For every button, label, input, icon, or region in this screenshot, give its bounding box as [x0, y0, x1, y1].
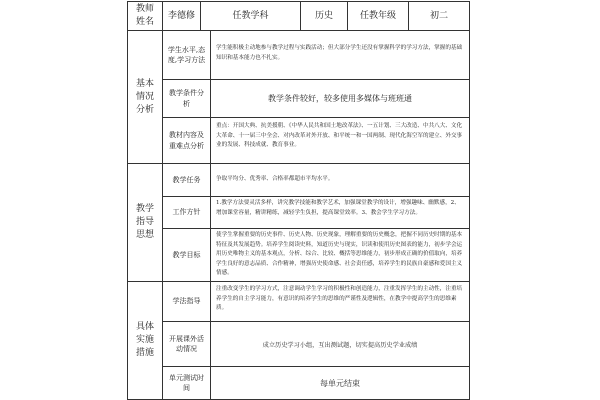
policy-text: 1.教学方法要灵活多样，讲究教学技能和教学艺术，加强课堂教学的设计，增强趣味、幽默感，2、增加课堂容量，精讲精练，减轻学生负担，提高课堂效率。3、教会学生学习方法。 — [216, 200, 460, 216]
teacher-name-label: 教师姓名 — [135, 4, 154, 27]
subject-value: 历史 — [314, 10, 333, 21]
activity-label: 开展课外活动情况 — [169, 334, 204, 353]
method-text: 注重改变学生的学习方式，注意调动学生学习的积极性和创造能力，注重发挥学生的主动性，注重培养学生的自主学习能力，有意识的培养学生的思维的严谨性及逻辑性，在教学中提高学生的思维素质。 — [216, 286, 463, 312]
student-level-text: 学生能积极主动地参与教学过程与实践活动；但大部分学生还没有掌握科学的学习方法，掌握的基础知识和基本能力也不扎实。 — [216, 45, 463, 61]
section-basic-analysis: 基本情况分析 — [135, 78, 154, 115]
task-label: 教学任务 — [172, 175, 201, 184]
section-guiding-ideology: 教学指导思想 — [135, 204, 154, 240]
subject-label: 任教学科 — [232, 10, 269, 21]
unit-test-text: 每单元结束 — [320, 378, 360, 388]
table-border-right — [469, 1, 470, 400]
content-label: 教材内容及重难点分析 — [169, 131, 204, 150]
task-text: 争取平均分、优秀率、合格率都超市平均水平。 — [216, 176, 334, 182]
student-level-label: 学生水平,态度,学习方法 — [167, 45, 206, 64]
teacher-name: 李德修 — [167, 10, 195, 21]
activity-text: 成立历史学习小组，互出测试题，切实提高历史学业成绩 — [262, 341, 418, 349]
grade-label: 任教年级 — [359, 10, 396, 21]
section-implementation: 具体实施措施 — [135, 322, 154, 358]
conditions-text: 教学条件较好，较多使用多媒体与班班通 — [268, 94, 412, 103]
unit-test-label: 单元测试时间 — [169, 373, 204, 392]
goal-label: 教学目标 — [172, 250, 201, 259]
method-label: 学法指导 — [172, 297, 201, 306]
grade-value: 初二 — [429, 10, 448, 21]
conditions-label: 教学条件分析 — [169, 89, 204, 108]
policy-label: 工作方针 — [172, 208, 201, 217]
content-text: 重点：开国大典、抗美援朝、《中华人民共和国土地改革法》、一五计划、三大改造、中共八大、文化大革命、十一届三中全会、对内改革对外开放、和平统一和一国两制、现代化海空军的建立、外交事业的发展、科技成就、教育事业。 — [216, 123, 463, 149]
goal-text: 使学生掌握重要的历史事件、历史人物、历史现象，理解重要的历史概念，把握不同历史时期的基本特征及其发展趋势。培养学生阅读史料，知道历史与现实，识读和使用历史图表的能力，初步学会运用历史唯物主义的基本观点，分析、综合、比较、概括等思维能力，初步形成正确的价值取向，培养学生良好的意志品质、合作精神，增强历史使命感、社会责任感，培养学生的民族自豪感和爱国主义情感。 — [216, 232, 463, 277]
